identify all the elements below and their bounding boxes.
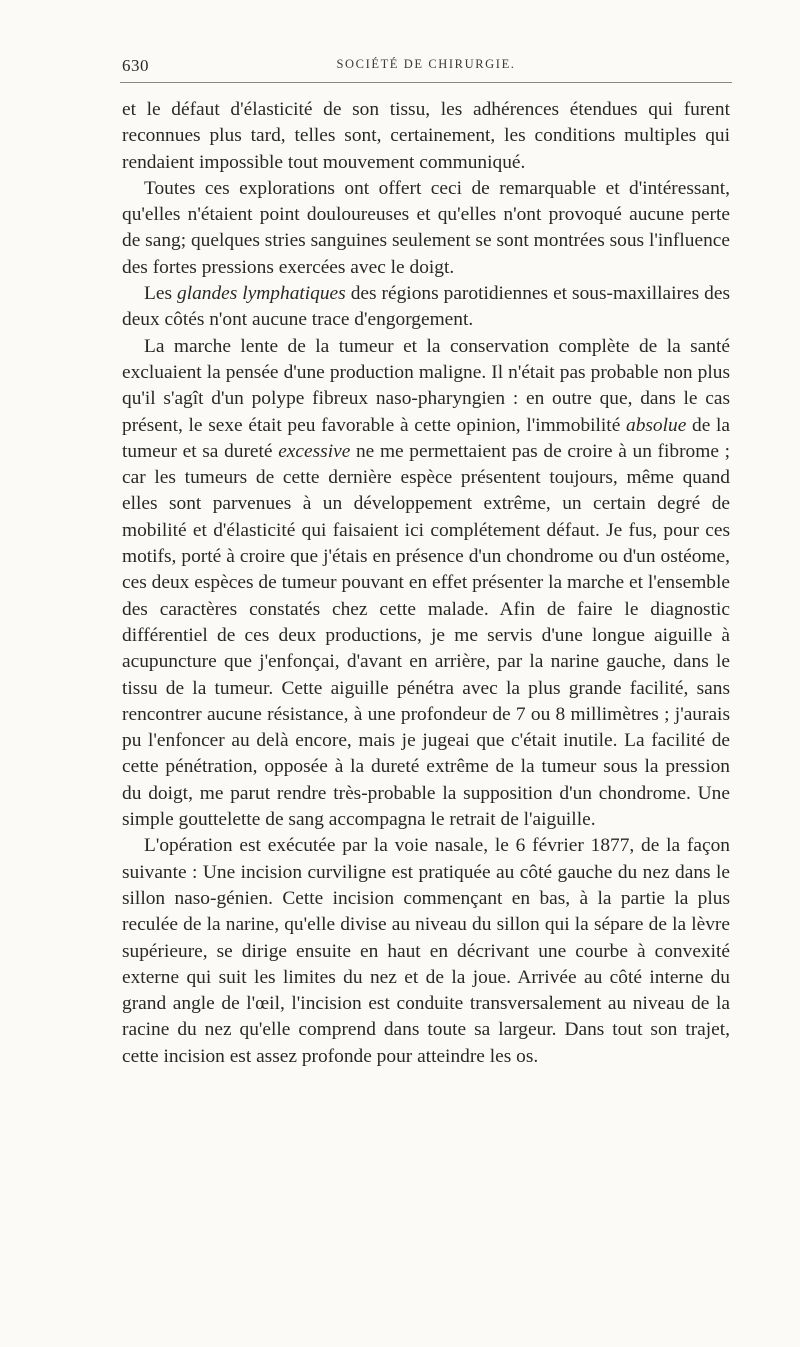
- body-text: [122, 97, 730, 1070]
- diagnostic-italic-absolue: absolue: [626, 414, 687, 436]
- paragraph-diagnostic: [122, 334, 730, 834]
- paragraph-glandes: [122, 281, 730, 334]
- glandes-rest: des régions parotidiennes et sous-maxillaires des deux côtés n'ont aucune trace d'engorgement.: [122, 283, 730, 331]
- paragraph-continuation: et le défaut d'élasticité de son tissu, les adhérences étendues qui furent reconnues plus tard, telles sont, certainement, les conditions multiples qui rendaient impossible tout mouvement communiqué.: [122, 99, 730, 173]
- paragraph-explorations: Toutes ces explorations ont offert ceci de remarquable et d'intéressant, qu'elles n'étaient point douloureuses et qu'elles n'ont provoqué aucune perte de sang; quelques stries sanguines seulement se sont montrées sous l'influence des fortes pressions exercées avec le doigt.: [122, 177, 730, 278]
- running-head: [122, 56, 730, 82]
- diagnostic-italic-excessive: excessive: [278, 440, 351, 462]
- page-number: 630: [122, 56, 149, 75]
- glandes-italic: glandes lymphatiques: [177, 283, 346, 305]
- diagnostic-part-2: de la tumeur et sa dureté: [122, 414, 730, 462]
- book-page: [122, 56, 730, 1070]
- diagnostic-part-1: La marche lente de la tumeur et la conservation complète de la santé excluaient la pensée d'une production maligne. Il n'était pas probable non plus qu'il s'agît d'un polype fibreux naso-pharyngien : en outre que, dans le cas présent, le sexe était peu favorable à cette opinion, l'immobilité: [122, 335, 730, 436]
- running-title: SOCIÉTÉ DE CHIRURGIE.: [336, 57, 516, 71]
- glandes-lead: Les: [144, 283, 177, 305]
- diagnostic-part-3: ne me permettaient pas de croire à un fibrome ; car les tumeurs de cette dernière espèce présentent toujours, même quand elles sont parvenues à un développement extrême, un certain degré de mobilité et d'élasticité qui faisaient ici complétement défaut. Je fus, pour ces motifs, porté à croire que j'étais en présence d'un chondrome ou d'un ostéome, ces deux espèces de tumeur pouvant en effet présenter la marche et l'ensemble des caractères constatés chez cette malade. Afin de faire le diagnostic différentiel de ces deux productions, je me servis d'une longue aiguille à acupuncture que j'enfonçai, d'avant en arrière, par la narine gauche, dans le tissu de la tumeur. Cette aiguille pénétra avec la plus grande facilité, sans rencontrer aucune résistance, à une profondeur de 7 ou 8 millimètres ; j'aurais pu l'enfoncer au delà encore, mais je jugeai que c'était inutile. La facilité de cette pénétration, opposée à la dureté extrême de la tumeur sous la pression du doigt, me parut rendre très-probable la supposition d'un chondrome. Une simple gouttelette de sang accompagna le retrait de l'aiguille.: [122, 440, 730, 831]
- paragraph-operation: L'opération est exécutée par la voie nasale, le 6 février 1877, de la façon suivante : Une incision curviligne est pratiquée au côté gauche du nez dans le sillon naso-génien. Cette incision commençant en bas, à la partie la plus reculée de la narine, qu'elle divise au niveau du sillon qui la sépare de la lèvre supérieure, se dirige ensuite en haut en décrivant une courbe à convexité externe qui suit les limites du nez et de la joue. Arrivée au côté interne du grand angle de l'œil, l'incision est conduite transversalement au niveau de la racine du nez qu'elle comprend dans toute sa largeur. Dans tout son trajet, cette incision est assez profonde pour atteindre les os.: [122, 835, 730, 1067]
- header-rule: [120, 82, 732, 83]
